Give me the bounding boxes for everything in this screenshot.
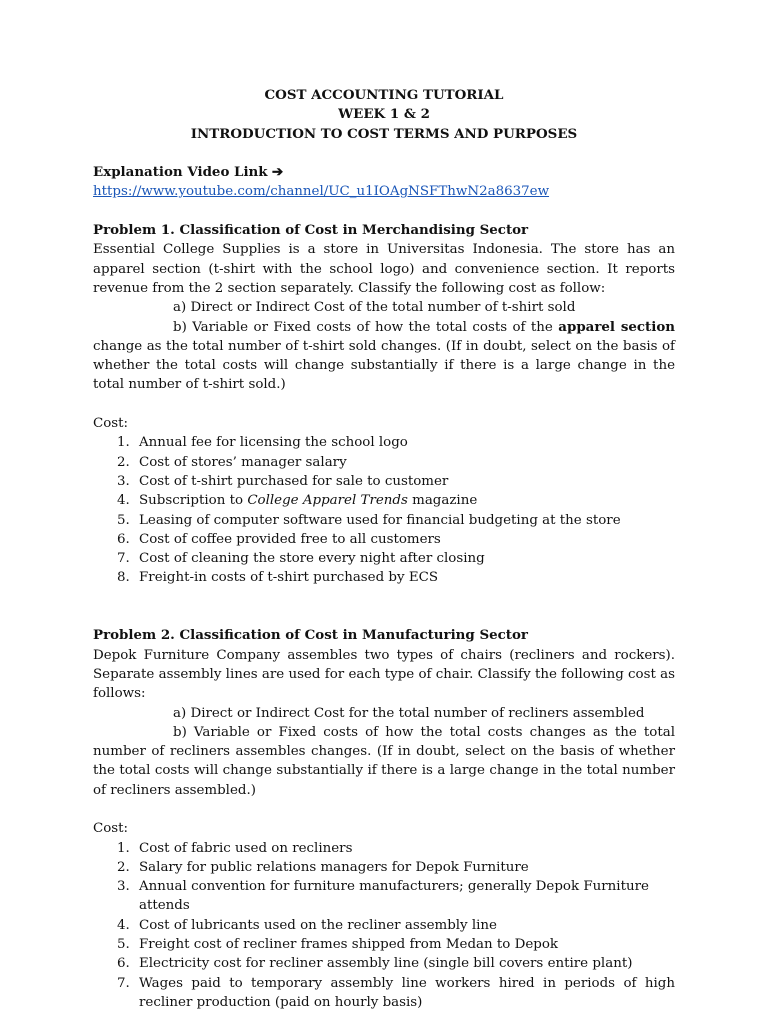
item-number: 1. — [117, 840, 130, 856]
item-text: Cost of stores’ manager salary — [139, 454, 347, 470]
item-number: 3. — [117, 879, 130, 895]
item-number: 6. — [117, 956, 130, 972]
item-text: Electricity cost for recliner assembly line (single bill covers entire plant) — [139, 956, 633, 972]
problem-2-cost-label: Cost: — [93, 821, 129, 837]
item-number: 5. — [117, 512, 130, 528]
problem-2-cost-list — [93, 839, 675, 1013]
item-text: Annual fee for licensing the school logo — [139, 435, 408, 451]
list-item — [93, 472, 675, 491]
item-number: 3. — [117, 473, 130, 489]
document-body — [93, 86, 675, 1012]
right-arrow-icon: ➔ — [271, 164, 284, 181]
list-item — [93, 453, 675, 472]
document-title — [93, 86, 675, 144]
item-text: Cost of lubricants used on the recliner assembly line — [139, 917, 497, 933]
list-item — [93, 954, 675, 973]
problem-1-option-a: a) Direct or Indirect Cost of the total number of t-shirt sold — [173, 300, 576, 316]
problem-2-option-a: a) Direct or Indirect Cost for the total number of recliners assembled — [173, 705, 645, 721]
list-item — [93, 491, 675, 510]
item-text: Salary for public relations managers for Depok Furniture — [139, 859, 529, 875]
item-number: 6. — [117, 531, 130, 547]
problem-1-cost-label: Cost: — [93, 416, 129, 432]
item-number: 1. — [117, 435, 130, 451]
apparel-section-emphasis: apparel section — [558, 318, 675, 335]
list-item — [93, 530, 675, 549]
problem-1-heading: Problem 1. Classification of Cost in Merchandising Sector — [93, 222, 529, 239]
problem-2 — [93, 626, 675, 1012]
list-item — [93, 877, 675, 916]
item-number: 8. — [117, 570, 130, 586]
item-number: 2. — [117, 859, 130, 875]
problem-2-option-b: b) Variable or Fixed costs of how the total costs changes as the total number of recliners assembles changes. (If in doubt, select on the basis of whether the total costs will change substantially if there is a large change in the total number of recliners assembled.) — [93, 724, 675, 798]
item-number: 5. — [117, 937, 130, 953]
problem-1-option-b — [93, 318, 675, 395]
list-item — [93, 568, 675, 587]
item-text: Cost of coffee provided free to all customers — [139, 531, 441, 547]
item-text: Cost of cleaning the store every night after closing — [139, 551, 485, 567]
problem-2-heading: Problem 2. Classification of Cost in Manufacturing Sector — [93, 627, 528, 644]
item-number: 4. — [117, 493, 130, 509]
option-b-text-end: change as the total number of t-shirt sold changes. (If in doubt, select on the basis of whether the total costs will change substantially if there is a large change in the total number of t-shirt sold.) — [93, 338, 675, 393]
item-text-start: Subscription to — [139, 493, 248, 509]
item-number: 7. — [117, 551, 130, 567]
video-link-label: Explanation Video Link — [93, 164, 268, 181]
magazine-title: College Apparel Trends — [247, 493, 408, 509]
list-item — [93, 916, 675, 935]
list-item — [93, 935, 675, 954]
list-item — [93, 433, 675, 452]
list-item — [93, 974, 675, 1013]
list-item — [93, 549, 675, 568]
item-text: Leasing of computer software used for financial budgeting at the store — [139, 512, 621, 528]
list-item — [93, 839, 675, 858]
item-text: Annual convention for furniture manufacturers; generally Depok Furniture attends — [139, 879, 649, 914]
title-line-topic: INTRODUCTION TO COST TERMS AND PURPOSES — [190, 125, 578, 142]
item-number: 2. — [117, 454, 130, 470]
problem-2-intro: Depok Furniture Company assembles two types of chairs (recliners and rockers). Separate assembly lines are used for each type of chair. Classify the following cost as follows: — [93, 647, 675, 702]
list-item — [93, 858, 675, 877]
item-number: 4. — [117, 917, 130, 933]
problem-1-intro: Essential College Supplies is a store in Universitas Indonesia. The store has an apparel section (t-shirt with the school logo) and convenience section. It reports revenue from the 2 section separately. Classify the following cost as follow: — [93, 242, 675, 296]
option-b-text-start: b) Variable or Fixed costs of how the total costs of the — [173, 319, 559, 335]
item-text: Cost of t-shirt purchased for sale to customer — [139, 473, 449, 489]
item-text: Freight cost of recliner frames shipped from Medan to Depok — [139, 937, 558, 953]
problem-1-cost-list — [93, 433, 675, 587]
title-line-week: WEEK 1 & 2 — [338, 106, 430, 123]
item-text: Cost of fabric used on recliners — [139, 840, 353, 856]
problem-1 — [93, 221, 675, 588]
item-number: 7. — [117, 975, 130, 991]
item-text: Wages paid to temporary assembly line workers hired in periods of high recliner production (paid on hourly basis) — [139, 975, 675, 1010]
title-line-course: COST ACCOUNTING TUTORIAL — [264, 87, 504, 103]
item-text-end: magazine — [407, 493, 478, 509]
item-text: Freight-in costs of t-shirt purchased by ECS — [139, 570, 439, 586]
video-section — [93, 163, 675, 202]
list-item — [93, 511, 675, 530]
video-link[interactable]: https://www.youtube.com/channel/UC_u1IOAgNSFThwN2a8637ew — [93, 184, 550, 200]
